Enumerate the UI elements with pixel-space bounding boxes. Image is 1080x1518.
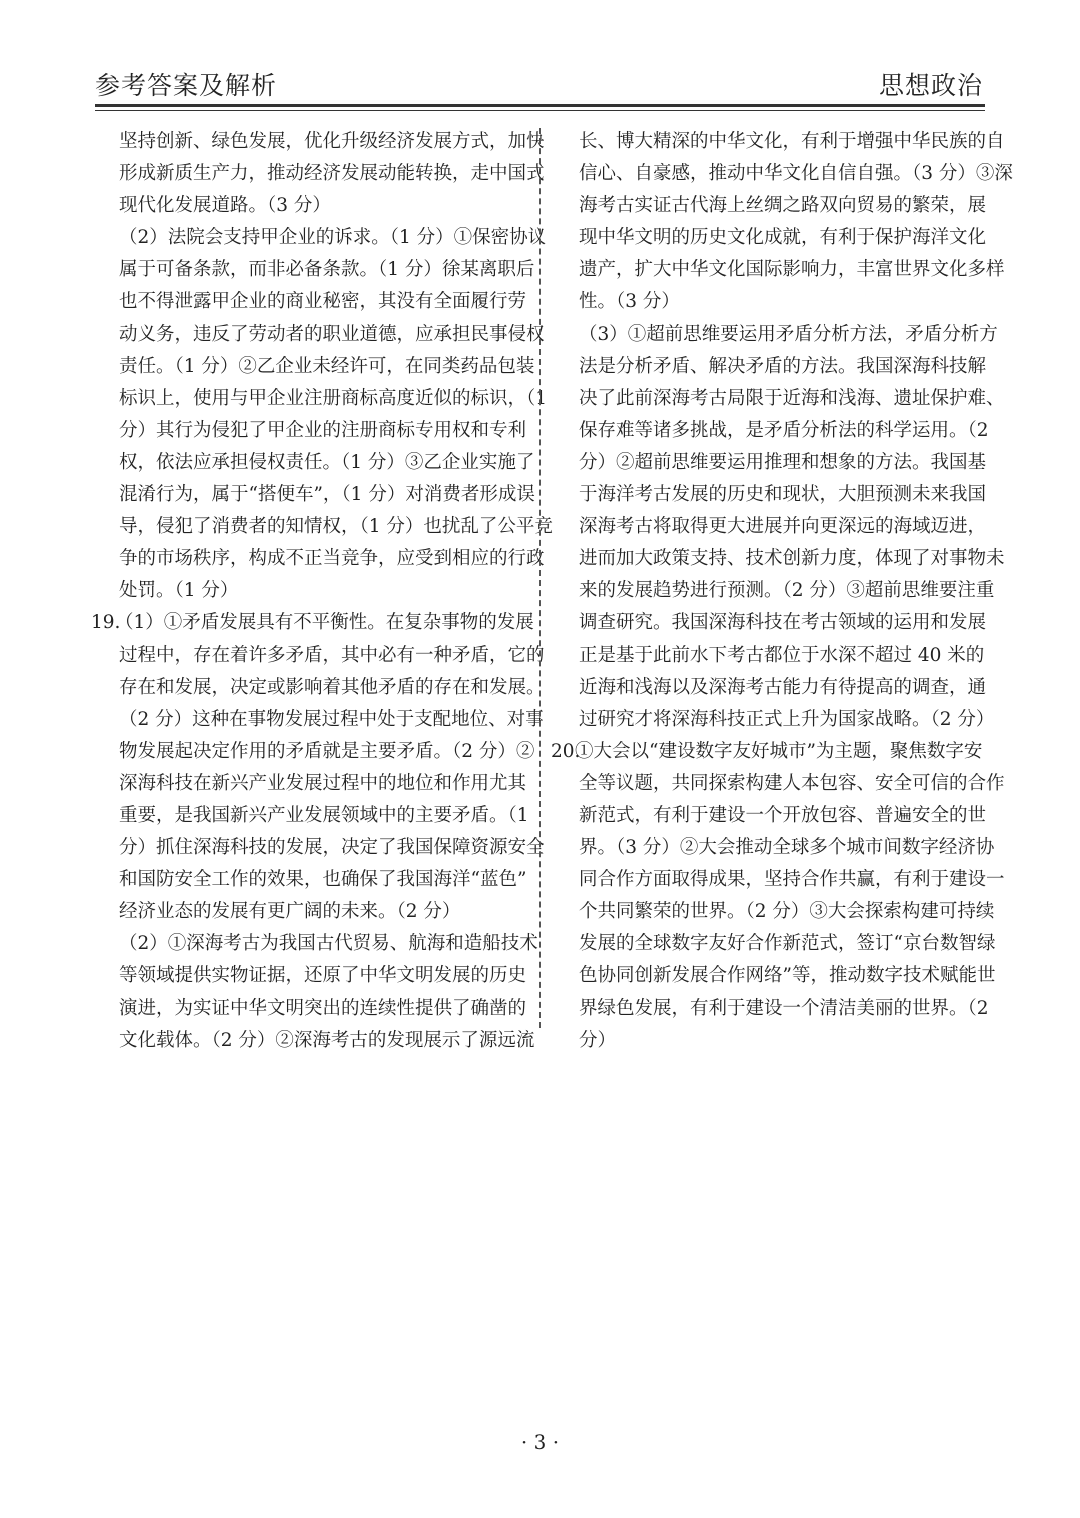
header-subject-right: 思想政治 [878,71,983,100]
text-line [555,319,998,351]
text-line [95,704,544,736]
line-text: ①大会以“建设数字友好城市”为主题，聚焦数字安 [575,740,983,762]
line-text: 长、博大精深的中华文化，有利于增强中华民族的自 [579,131,1005,152]
text-line [95,222,547,254]
text-line [95,383,548,415]
text-line [555,543,1005,575]
line-text: 现中华文明的历史文化成就，有利于保护海洋文化 [579,227,987,249]
text-line [95,832,545,864]
text-line [95,479,535,511]
line-text: 争的市场秩序，构成不正当竞争，应受到相应的行政 [119,548,545,570]
line-text: 近海和浅海以及深海考古能力有待提高的调查，通 [579,676,987,698]
line-text: 属于可备条款，而非必备条款。（1 分）徐某离职后 [119,259,535,281]
header-rule-thick [95,104,985,107]
text-line [555,158,1013,190]
text-line [95,158,545,190]
line-text: 海考古实证古代海上丝绸之路双向贸易的繁荣，展 [579,195,987,217]
line-text: 和国防安全工作的效果，也确保了我国海洋“蓝色” [119,869,527,891]
text-line [95,254,535,286]
line-text: 存在和发展，决定或影响着其他矛盾的存在和发展。 [119,676,545,698]
text-line [555,864,1005,896]
line-text: 过研究才将深海科技正式上升为国家战略。（2 分） [579,708,995,730]
text-line [95,800,527,832]
line-text: 重要，是我国新兴产业发展领域中的主要矛盾。（1 [119,804,529,826]
text-line [555,286,987,318]
line-text: 形成新质生产力，推动经济发展动能转换，走中国式 [119,163,545,185]
text-line [95,896,527,928]
text-line [555,672,987,704]
text-line [95,543,545,575]
line-text: （2）①深海考古为我国古代贸易、航海和造船技术 [119,933,538,955]
left-column [91,126,553,1057]
text-line [555,993,987,1025]
header-title-left: 参考答案及解析 [95,71,278,100]
line-text: 处罚。（1 分） [119,580,239,602]
line-text: 物发展起决定作用的矛盾就是主要矛盾。（2 分）② [119,740,535,762]
line-text: 来的发展趋势进行预测。（2 分）③超前思维要注重 [579,580,995,602]
line-text: 全等议题，共同探索构建人本包容、安全可信的合作 [579,772,1005,794]
text-line [555,704,995,736]
question-number: 19. [91,612,121,634]
text-line [95,190,527,222]
line-text: 坚持创新、绿色发展，优化升级经济发展方式，加快 [119,131,545,152]
text-line [555,511,987,543]
text-line [555,640,987,672]
line-text: 分）其行为侵犯了甲企业的注册商标专用权和专利 [119,419,527,441]
text-line [555,447,987,479]
line-text: 同合作方面取得成果，坚持合作共赢，有利于建设一 [579,869,1005,891]
line-text: 经济业态的发展有更广阔的未来。（2 分） [119,901,461,923]
line-text: （2 分）这种在事物发展过程中处于支配地位、对事 [119,708,544,730]
text-line [95,960,527,992]
line-text: 深海考古将取得更大进展并向更深远的海域迈进， [579,516,987,538]
line-text: 分） [579,1029,617,1051]
text-line [95,351,535,383]
line-text: 责任。（1 分）②乙企业未经许可，在同类药品包装 [119,355,535,377]
line-text: 进而加大政策支持、技术创新力度，体现了对事物未 [579,548,1005,570]
line-text: 调查研究。我国深海科技在考古领域的运用和发展 [579,612,987,634]
column-divider [539,128,541,1028]
text-line [555,415,987,447]
text-line [95,126,545,158]
line-text: 标识上，使用与甲企业注册商标高度近似的标识，（1 [119,387,548,409]
text-line [555,1025,987,1057]
text-line [555,222,987,254]
text-line [95,993,527,1025]
text-line [551,736,987,768]
line-text: 界。（3 分）②大会推动全球多个城市间数字经济协 [579,837,995,859]
text-line [95,672,545,704]
page-number: · 3 · [520,1430,560,1454]
text-line [555,190,987,222]
text-line [95,575,527,607]
line-text: 现代化发展道路。（3 分） [119,195,331,217]
line-text: 演进，为实证中华文明突出的连续性提供了确凿的 [119,997,527,1019]
line-text: 分）②超前思维要运用推理和想象的方法。我国基 [579,451,987,473]
text-line [555,768,1005,800]
line-text: 遗产，扩大中华文化国际影响力，丰富世界文化多样 [579,259,1005,281]
line-text: 新范式，有利于建设一个开放包容、普遍安全的世 [579,804,987,826]
line-text: 权，依法应承担侵权责任。（1 分）③乙企业实施了 [119,451,535,473]
line-text: 分）抓住深海科技的发展，决定了我国保障资源安全 [119,837,545,859]
text-line [555,607,987,639]
line-text: （3）①超前思维要运用矛盾分析方法，矛盾分析方 [579,323,998,345]
line-text: 正是基于此前水下考古都位于水深不超过 40 米的 [579,644,985,666]
text-line [555,832,995,864]
text-line [555,254,1005,286]
line-text: 导，侵犯了消费者的知情权，（1 分）也扰乱了公平竞 [119,516,553,538]
line-text: 信心、自豪感，推动中华文化自信自强。（3 分）③深 [579,163,1013,185]
line-text: 色协同创新发展合作网络”等，推动数字技术赋能世 [579,965,996,987]
line-text: 深海科技在新兴产业发展过程中的地位和作用尤其 [119,772,527,794]
line-text: 等领域提供实物证据，还原了中华文明发展的历史 [119,965,527,987]
line-text: 混淆行为，属于“搭便车”，（1 分）对消费者形成误 [119,484,535,506]
text-line [555,351,987,383]
line-text: 过程中，存在着许多矛盾，其中必有一种矛盾，它的 [119,644,545,666]
line-text: 保存难等诸多挑战，是矛盾分析法的科学运用。（2 [579,419,989,441]
text-line [95,447,535,479]
line-text: 文化载体。（2 分）②深海考古的发现展示了源远流 [119,1029,535,1051]
text-line [555,928,996,960]
line-text: 发展的全球数字友好合作新范式，签订“京台数智绿 [579,933,996,955]
text-line [555,575,995,607]
line-text: 于海洋考古发展的历史和现状，大胆预测未来我国 [579,484,987,506]
line-text: 法是分析矛盾、解决矛盾的方法。我国深海科技解 [579,355,987,377]
line-text: 个共同繁荣的世界。（2 分）③大会探索构建可持续 [579,901,995,923]
question-number: 20. [551,740,581,762]
text-line [95,864,527,896]
text-line [95,928,538,960]
text-line [555,479,987,511]
text-line [91,607,534,639]
text-line [95,640,545,672]
text-line [95,768,527,800]
text-line [95,415,527,447]
line-text: （2）法院会支持甲企业的诉求。（1 分）①保密协议 [119,227,547,249]
text-line [555,960,996,992]
right-column [551,126,1013,1057]
text-line [95,286,527,318]
text-line [95,736,535,768]
text-line [555,800,987,832]
text-line [555,896,995,928]
text-line [555,126,1005,158]
text-line [95,511,553,543]
line-text: （1）①矛盾发展具有不平衡性。在复杂事物的发展 [115,612,534,634]
line-text: 动义务，违反了劳动者的职业道德，应承担民事侵权 [119,323,545,345]
text-line [95,1025,535,1057]
line-text: 性。（3 分） [579,291,680,313]
text-line [95,319,545,351]
line-text: 也不得泄露甲企业的商业秘密，其没有全面履行劳 [119,291,527,313]
text-line [555,383,1005,415]
line-text: 界绿色发展，有利于建设一个清洁美丽的世界。（2 [579,997,989,1019]
line-text: 决了此前深海考古局限于近海和浅海、遗址保护难、 [579,387,1005,409]
header-rule-thin [95,110,985,111]
